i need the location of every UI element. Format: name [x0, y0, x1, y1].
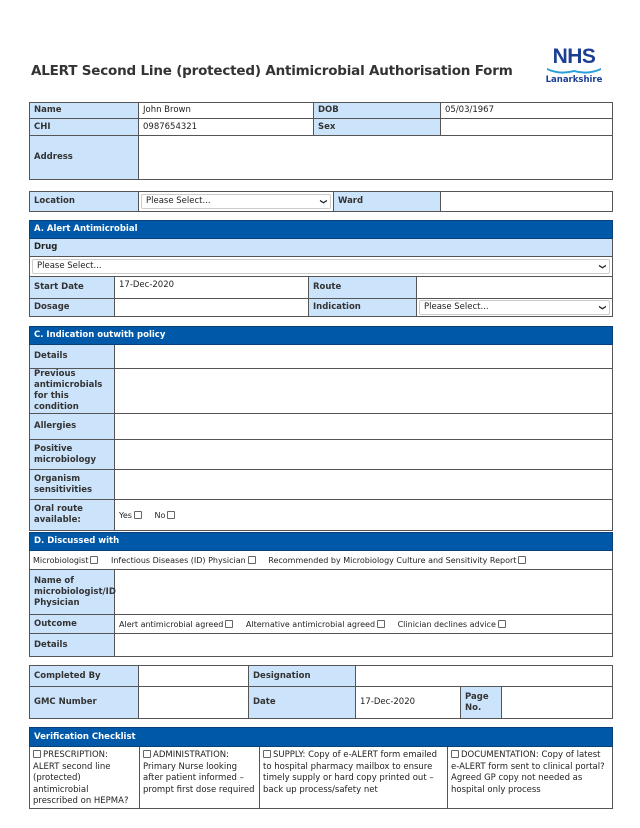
dob-label: DOB [314, 103, 441, 119]
dosage-field[interactable] [115, 299, 309, 317]
section-c-heading: C. Indication outwith policy [30, 327, 613, 345]
gmc-number-field[interactable] [139, 687, 249, 719]
page-no-label: Page No. [461, 687, 502, 719]
positive-microbiology-label: Positive microbiology [30, 440, 115, 470]
address-label: Address [30, 136, 139, 180]
chevron-down-icon: ❯ [598, 304, 607, 311]
organism-sensitivities-field[interactable] [115, 470, 613, 500]
logo-region: Lanarkshire [545, 75, 603, 85]
sex-field[interactable] [441, 119, 613, 136]
prescription-checkbox[interactable] [33, 750, 41, 758]
details-label: Details [30, 345, 115, 369]
chi-label: CHI [30, 119, 139, 136]
chevron-down-icon: ❯ [598, 263, 607, 270]
supply-checkbox[interactable] [263, 750, 271, 758]
start-date-label: Start Date [30, 277, 115, 299]
organism-sensitivities-label: Organism sensitivities [30, 470, 115, 500]
positive-microbiology-field[interactable] [115, 440, 613, 470]
drug-select[interactable] [32, 259, 610, 274]
location-select[interactable] [141, 194, 331, 209]
previous-antimicrobials-label: Previous antimicrobials for this condition [30, 369, 115, 414]
outcome-declines-option[interactable]: Clinician declines advice [398, 620, 506, 629]
gmc-number-label: GMC Number [30, 687, 139, 719]
dob-field[interactable]: 05/03/1967 [441, 103, 613, 119]
name-label: Name [30, 103, 139, 119]
address-field[interactable] [139, 136, 613, 180]
microbiologist-name-field[interactable] [115, 570, 613, 615]
name-field[interactable]: John Brown [139, 103, 314, 119]
section-a-heading: A. Alert Antimicrobial [30, 221, 613, 239]
chi-field[interactable]: 0987654321 [139, 119, 314, 136]
previous-antimicrobials-field[interactable] [115, 369, 613, 414]
completion-table [29, 665, 613, 719]
completed-by-field[interactable] [139, 666, 249, 687]
oral-yes-checkbox[interactable] [134, 511, 142, 519]
drug-label: Drug [30, 239, 613, 257]
outcome-label: Outcome [30, 615, 115, 634]
page-no-field[interactable] [502, 687, 613, 719]
microbiologist-checkbox[interactable] [90, 556, 98, 564]
allergies-label: Allergies [30, 414, 115, 440]
drug-select-value: Please Select... [37, 261, 102, 271]
microbiologist-name-label: Name of microbiologist/ID Physician [30, 570, 115, 615]
route-label: Route [309, 277, 417, 299]
checklist-item-supply[interactable]: SUPPLY: Copy of e-ALERT form emailed to hospital pharmacy mailbox to ensure timely supply or hard copy printed out – back up process/safety net [260, 747, 448, 809]
completed-by-label: Completed By [30, 666, 139, 687]
section-d-heading: D. Discussed with [30, 533, 613, 551]
verification-checklist-table [29, 727, 613, 809]
start-date-field[interactable]: 17-Dec-2020 [115, 277, 309, 299]
culture-report-checkbox[interactable] [518, 556, 526, 564]
discussed-microbiologist-option[interactable]: Microbiologist [33, 556, 98, 565]
indication-select[interactable] [419, 300, 610, 315]
nhs-lanarkshire-logo [543, 47, 605, 91]
sex-label: Sex [314, 119, 441, 136]
location-label: Location [30, 192, 139, 212]
outcome-alternative-option[interactable]: Alternative antimicrobial agreed [246, 620, 385, 629]
administration-checkbox[interactable] [143, 750, 151, 758]
checklist-item-documentation[interactable]: DOCUMENTATION: Copy of latest e-ALERT form sent to clinical portal? Agreed GP copy not needed as hospital only process [448, 747, 613, 809]
clinician-declines-checkbox[interactable] [498, 620, 506, 628]
chevron-down-icon: ❯ [319, 198, 328, 205]
ward-label: Ward [334, 192, 441, 212]
oral-no-checkbox[interactable] [167, 511, 175, 519]
designation-label: Designation [249, 666, 356, 687]
oral-route-yes-option[interactable]: Yes [119, 511, 142, 520]
oral-route-label: Oral route available: [30, 500, 115, 531]
documentation-checkbox[interactable] [451, 750, 459, 758]
id-physician-checkbox[interactable] [248, 556, 256, 564]
checklist-item-administration[interactable]: ADMINISTRATION: Primary Nurse looking after patient informed – prompt first dose required [140, 747, 260, 809]
logo-wave-icon [546, 67, 602, 74]
route-field[interactable] [417, 277, 613, 299]
page-title: ALERT Second Line (protected) Antimicrobial Authorisation Form [31, 63, 513, 79]
discussion-details-label: Details [30, 634, 115, 657]
indication-select-value: Please Select... [424, 302, 489, 312]
section-d-table [29, 532, 613, 657]
outcome-agreed-option[interactable]: Alert antimicrobial agreed [119, 620, 233, 629]
checklist-heading: Verification Checklist [30, 728, 613, 747]
discussed-culture-report-option[interactable]: Recommended by Microbiology Culture and Sensitivity Report [268, 556, 526, 565]
logo-brand: NHS [552, 45, 596, 68]
alternative-agreed-checkbox[interactable] [377, 620, 385, 628]
date-label: Date [249, 687, 356, 719]
discussed-id-physician-option[interactable]: Infectious Diseases (ID) Physician [111, 556, 256, 565]
date-field[interactable]: 17-Dec-2020 [356, 687, 461, 719]
indication-label: Indication [309, 299, 417, 317]
checklist-item-prescription[interactable]: PRESCRIPTION: ALERT second line (protected) antimicrobial prescribed on HEPMA? [30, 747, 140, 809]
alert-agreed-checkbox[interactable] [225, 620, 233, 628]
discussion-details-field[interactable] [115, 634, 613, 657]
location-select-value: Please Select... [146, 196, 211, 206]
patient-details-table [29, 102, 613, 180]
ward-field[interactable] [441, 192, 613, 212]
section-c-table [29, 326, 613, 531]
allergies-field[interactable] [115, 414, 613, 440]
oral-route-no-option[interactable]: No [154, 511, 175, 520]
location-table [29, 191, 613, 212]
section-a-table [29, 220, 613, 317]
designation-field[interactable] [356, 666, 613, 687]
details-field[interactable] [115, 345, 613, 369]
dosage-label: Dosage [30, 299, 115, 317]
